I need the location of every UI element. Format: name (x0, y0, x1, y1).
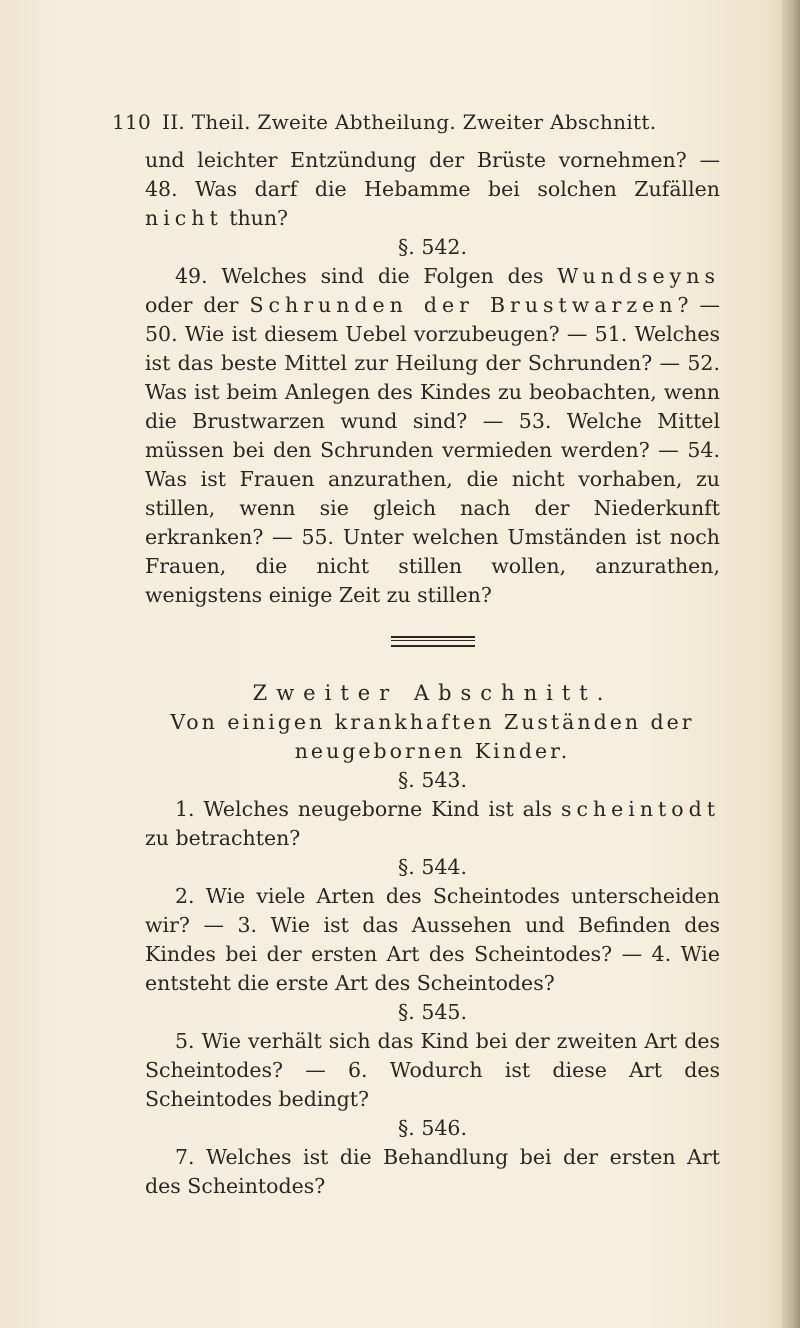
paragraph: 49. Welches sind die Folgen des Wundseyns oder der Schrunden der Brustwarzen? — 50. Wie ist diesem Uebel vorzubeugen? — 51. Welches ist das beste Mittel zur Heilung der Schrunden? — 52. Was ist beim Anlegen des Kindes zu beobachten, wenn die Brustwarzen wund sind? — 53. Welche Mittel müssen bei den Schrunden vermieden werden? — 54. Was ist Frauen anzurathen, die nicht vorhaben, zu stillen, wenn sie gleich nach der Niederkunft erkranken? — 55. Unter welchen Umständen ist noch Frauen, die nicht stillen wollen, anzurathen, wenigstens einige Zeit zu stillen? (145, 264, 721, 607)
section-subtitle: Von einigen krankhaften Zuständen der neugebornen Kinder. (170, 710, 695, 763)
section-heading: Zweiter Abschnitt. (252, 681, 613, 705)
section-number: §. 543. (398, 768, 467, 792)
page-number: 110 (112, 110, 152, 134)
page-body (145, 146, 720, 1201)
emphasis-text: Schrunden der Brustwarzen (249, 293, 678, 317)
emphasis-text: scheintodt (560, 797, 720, 821)
page-edge (782, 0, 800, 1328)
section-number: §. 545. (398, 1000, 467, 1024)
divider-rule (391, 636, 475, 647)
running-head: II. Theil. Zweite Abtheilung. Zweiter Abschnitt. (162, 110, 657, 134)
section-number: §. 542. (398, 235, 467, 259)
paragraph: 5. Wie verhält sich das Kind bei der zweiten Art des Scheintodes? — 6. Wodurch ist diese Art des Scheintodes bedingt? (145, 1029, 720, 1111)
paragraph-continuation: und leichter Entzündung der Brüste vornehmen? — 48. Was darf die Hebamme bei solchen Zufällen nicht thun? (145, 148, 720, 230)
paragraph: 7. Welches ist die Behandlung bei der ersten Art des Scheintodes? (145, 1145, 720, 1198)
paragraph: 1. Welches neugeborne Kind ist als scheintodt zu betrachten? (145, 797, 720, 850)
section-number: §. 546. (398, 1116, 467, 1140)
paragraph: 2. Wie viele Arten des Scheintodes unterscheiden wir? — 3. Wie ist das Aussehen und Befinden des Kindes bei der ersten Art des Scheintodes? — 4. Wie entsteht die erste Art des Scheintodes? (145, 884, 720, 995)
emphasis-text: Wundseyns (557, 264, 720, 288)
section-number: §. 544. (398, 855, 467, 879)
emphasis-text: nicht (145, 206, 223, 230)
